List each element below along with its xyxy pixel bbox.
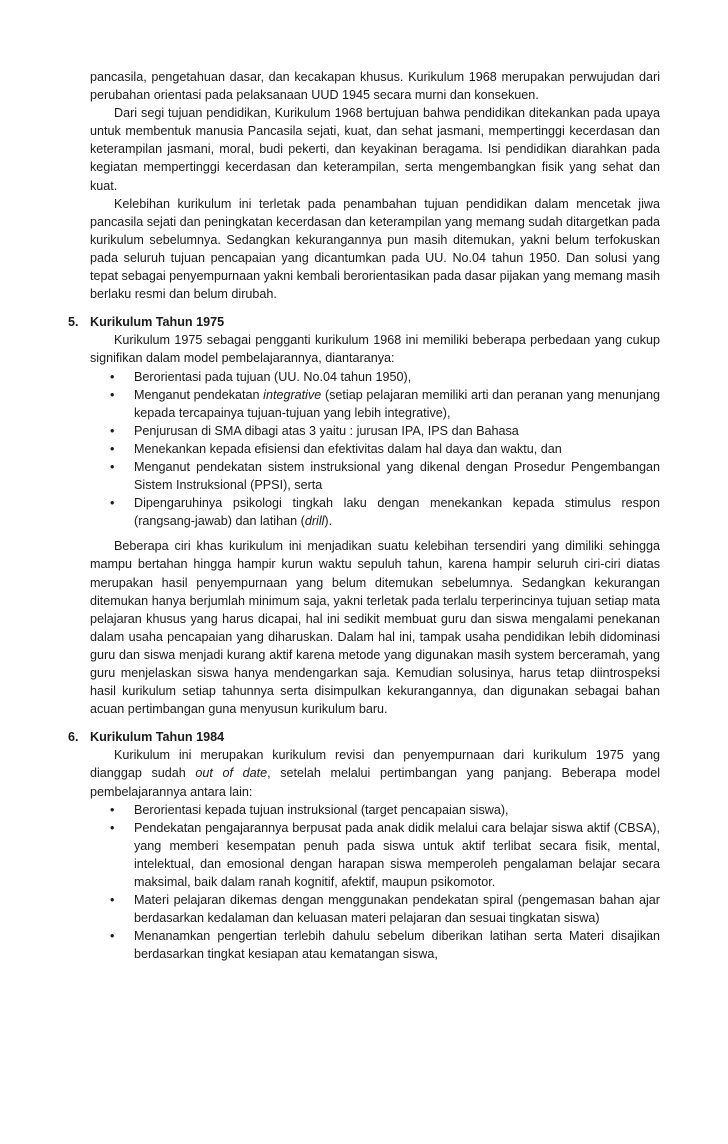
section-title: Kurikulum Tahun 1984: [90, 730, 225, 745]
list-item: • Berorientasi kepada tujuan instruksional (target pencapaian siswa),: [134, 801, 660, 819]
bullet-icon: •: [110, 820, 115, 835]
bullet-icon: •: [110, 459, 115, 474]
list-item: • Pendekatan pengajarannya berpusat pada anak didik melalui cara belajar siswa aktif (CBSA), yang memberi kesempatan penuh pada siswa untuk aktif terlibat secara fisik, mental, intelektual, dan emosional dengan harapan siswa memperoleh pengalaman belajar secara maksimal, baik dalam ranah kognitif, afektif, maupun psikomotor.: [110, 820, 660, 890]
list-item: • Berorientasi pada tujuan (UU. No.04 tahun 1950),: [134, 368, 660, 386]
section-closing-paragraph: Beberapa ciri khas kurikulum ini menjadikan suatu kelebihan tersendiri yang dimiliki sehingga mampu bertahan hingga hampir kurun waktu sepuluh tahun, karena hampir seluruh ciri-ciri diatas merupakan hasil penyempurnaan yang belum ditemukan sebelumnya. Sedangkan kekurangan ditemukan hanya berjumlah minimum saja, yakni terletak pada terlalu terperincinya tujuan setiap mata pelajaran khusus yang harus dicapai, hal ini sedikit membuat guru dan siswa mengalami penekanan dalam usaha pencapaian yang diharuskan. Dalam hal ini, tampak usaha pendidikan lebih didominasi guru dan siswa menjadi kurang aktif karena metode yang digunakan masih system berceramah, yang guru menjelaskan siswa hanya mendengarkan saja. Kemudian solusinya, harus tetap diintrospeksi hasil kurikulum setiap tahunnya serta disimpulkan kekurangannya, dan digunakan sebagai bahan acuan pertimbangan guna menyusun kurikulum baru.: [90, 539, 660, 717]
bullet-list: [90, 368, 660, 531]
bullet-icon: •: [110, 496, 115, 511]
list-item: • Menganut pendekatan integrative (setiap pelajaran memiliki arti dan peranan yang menunjang kepada tercapainya tujuan-tujuan yang lebih integrative),: [110, 387, 660, 420]
intro-paragraph-3: Kelebihan kurikulum ini terletak pada penambahan tujuan pendidikan dalam mencetak jiwa pancasila sejati dan peningkatan kecerdasan dan keterampilan yang memang sudah ditargetkan pada kurikulum sebelumnya. Sedangkan kekurangannya pun masih ditemukan, yakni belum terfokuskan pada seluruh tujuan pencapaian yang dicantumkan pada UU. No.04 tahun 1950. Dan solusi yang tepat sebagai penyempurnaan yakni kembali berorientasikan pada dasar pijakan yang memang masih berlaku resmi dan belum dirubah.: [90, 196, 660, 302]
list-item: • Dipengaruhinya psikologi tingkah laku dengan menekankan kepada stimulus respon (rangsang-jawab) dan latihan (drill).: [110, 496, 660, 529]
list-item: • Penjurusan di SMA dibagi atas 3 yaitu : jurusan IPA, IPS dan Bahasa: [134, 422, 660, 440]
section-kurikulum-1975: [68, 313, 660, 718]
section-number: 5.: [68, 315, 79, 330]
list-item: • Menekankan kepada efisiensi dan efektivitas dalam hal daya dan waktu, dan: [134, 440, 660, 458]
spacer: [90, 530, 660, 537]
intro-block: [90, 68, 660, 303]
bullet-list: [90, 801, 660, 964]
section-heading: [68, 313, 660, 331]
bullet-icon: •: [110, 369, 115, 384]
bullet-icon: •: [110, 802, 115, 817]
bullet-icon: •: [110, 423, 115, 438]
list-item: • Menanamkan pengertian terlebih dahulu sebelum diberikan latihan serta Materi disajikan berdasarkan tingkat kesiapan atau kematangan siswa,: [110, 929, 660, 962]
intro-paragraph-1: pancasila, pengetahuan dasar, dan kecakapan khusus. Kurikulum 1968 merupakan perwujudan dari perubahan orientasi pada pelaksanaan UUD 1945 secara murni dan konsekuen.: [90, 70, 660, 103]
list-item: • Materi pelajaran dikemas dengan menggunakan pendekatan spiral (pengemasan bahan ajar berdasarkan kedalaman dan keluasan materi pelajaran dan sesuai tingkatan siswa): [110, 893, 660, 926]
section-kurikulum-1984: [68, 728, 660, 963]
bullet-icon: •: [110, 441, 115, 456]
list-item: • Menganut pendekatan sistem instruksional yang dikenal dengan Prosedur Pengembangan Sistem Instruksional (PPSI), serta: [110, 459, 660, 493]
section-title: Kurikulum Tahun 1975: [90, 315, 225, 330]
section-heading: [68, 728, 660, 746]
section-number: 6.: [68, 730, 79, 745]
bullet-icon: •: [110, 387, 115, 402]
bullet-icon: •: [110, 893, 115, 908]
bullet-icon: •: [110, 929, 115, 944]
section-lead-paragraph: Kurikulum 1975 sebagai pengganti kurikulum 1968 ini memiliki beberapa perbedaan yang cukup signifikan dalam model pembelajarannya, diantaranya:: [90, 333, 660, 366]
intro-paragraph-2: Dari segi tujuan pendidikan, Kurikulum 1968 bertujuan bahwa pendidikan ditekankan pada upaya untuk membentuk manusia Pancasila sejati, kuat, dan sehat jasmani, mempertinggi kecerdasan dan keterampilan jasmani, moral, budi pekerti, dan keyakinan beragama. Isi pendidikan diarahkan pada kegiatan mempertinggi kecerdasan dan keterampilan, serta mengembangkan fisik yang sehat dan kuat.: [90, 106, 660, 193]
section-lead-paragraph: Kurikulum ini merupakan kurikulum revisi dan penyempurnaan dari kurikulum 1975 yang dianggap sudah out of date, setelah melalui pertimbangan yang panjang. Beberapa model pembelajarannya antara lain:: [90, 748, 660, 799]
